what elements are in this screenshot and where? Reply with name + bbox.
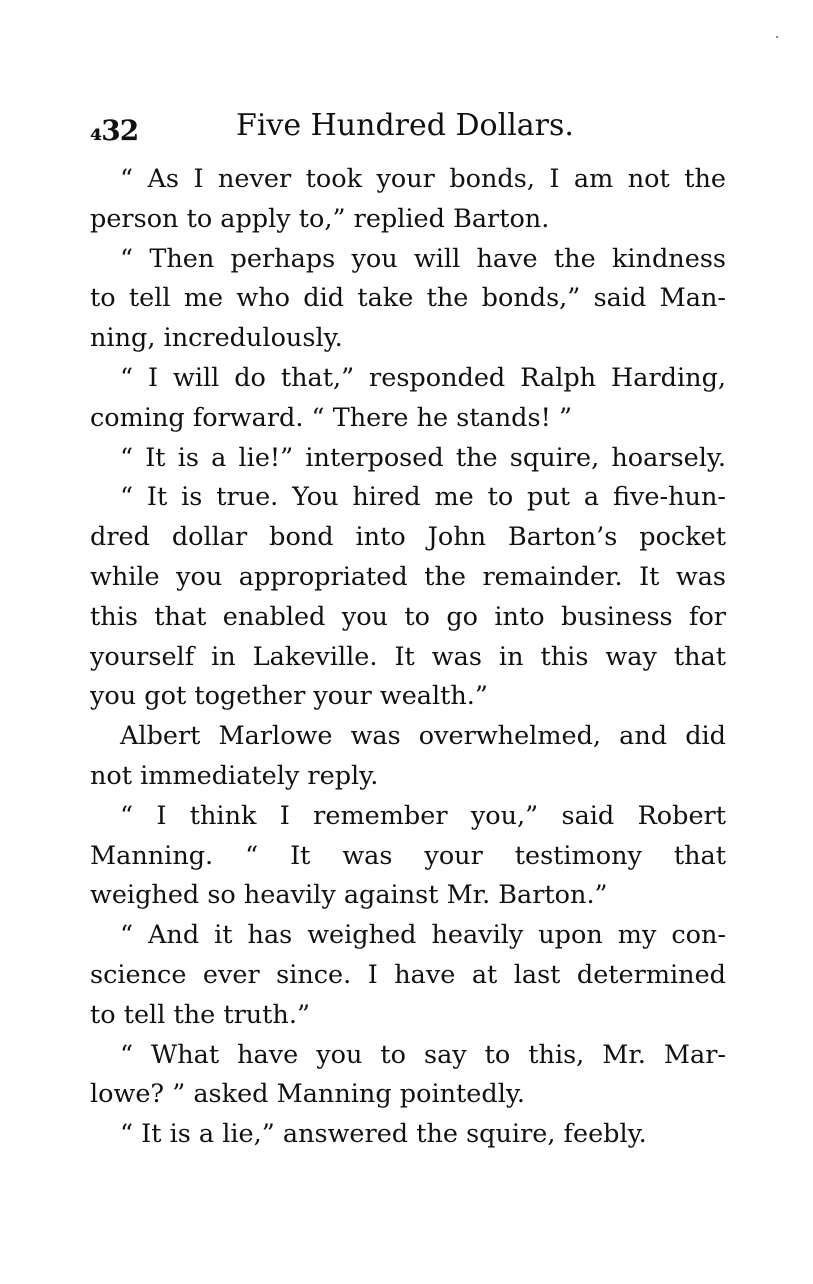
- text-line: person to apply to,” replied Barton.: [90, 203, 550, 234]
- text-line: ning, incredulously.: [90, 323, 343, 354]
- text-line: Manning. “ It was your testimony that: [90, 840, 726, 871]
- text-line: “ It is a lie!” interposed the squire, hoarsely.: [120, 442, 726, 473]
- text-line: to tell the truth.”: [90, 999, 310, 1030]
- page-number: ₄32: [90, 114, 139, 147]
- text-line: weighed so heavily against Mr. Barton.”: [90, 880, 608, 911]
- text-line: you got together your wealth.”: [90, 681, 488, 712]
- text-line: Albert Marlowe was overwhelmed, and did: [120, 721, 726, 752]
- text-line: this that enabled you to go into business for: [90, 601, 726, 632]
- text-line: “ And it has weighed heavily upon my con-: [120, 920, 726, 951]
- text-line: while you appropriated the remainder. It was: [90, 561, 726, 592]
- text-line: science ever since. I have at last determined: [90, 959, 726, 990]
- text-line: coming forward. “ There he stands! ”: [90, 402, 572, 433]
- text-line: “ Then perhaps you will have the kindness: [120, 243, 726, 274]
- text-line: “ It is a lie,” answered the squire, feebly.: [120, 1119, 647, 1150]
- text-line: “ As I never took your bonds, I am not the: [120, 164, 726, 194]
- running-title: Five Hundred Dollars.: [236, 108, 574, 143]
- text-line: “ It is true. You hired me to put a five-hun-: [120, 482, 726, 513]
- scan-speck: [776, 36, 778, 38]
- text-line: “ I think I remember you,” said Robert: [120, 800, 726, 831]
- text-line: dred dollar bond into John Barton’s pocket: [90, 522, 726, 553]
- page-header: [90, 108, 730, 152]
- text-line: to tell me who did take the bonds,” said Man-: [90, 283, 726, 314]
- text-line: not immediately reply.: [90, 760, 379, 791]
- body-text: [90, 160, 726, 1155]
- text-line: lowe? ” asked Manning pointedly.: [90, 1079, 525, 1110]
- text-line: “ What have you to say to this, Mr. Mar-: [120, 1039, 726, 1070]
- text-line: yourself in Lakeville. It was in this way that: [90, 641, 726, 672]
- text-line: “ I will do that,” responded Ralph Harding,: [120, 362, 726, 393]
